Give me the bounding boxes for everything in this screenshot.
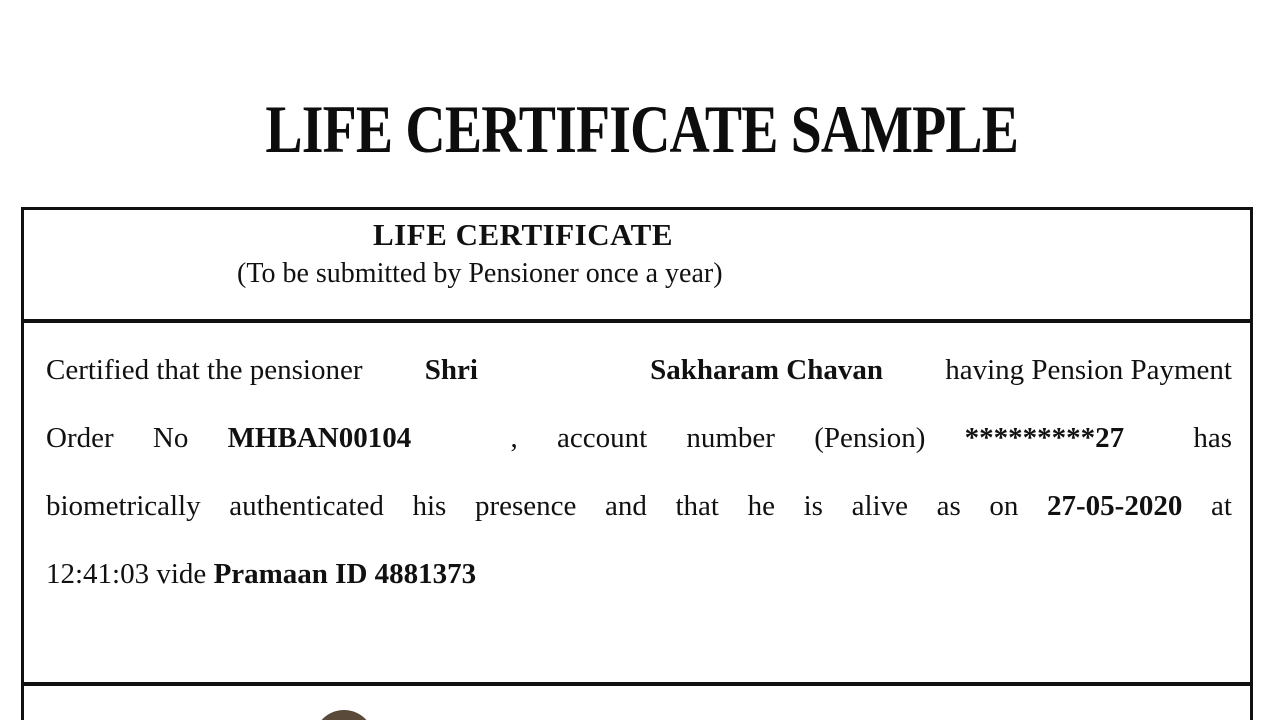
word: as [936, 490, 961, 522]
order-label-2: No [152, 422, 189, 454]
certificate-title: LIFE CERTIFICATE [373, 217, 674, 252]
body-line-3 [46, 486, 1232, 526]
certificate-subtitle: (To be submitted by Pensioner once a year) [237, 258, 723, 289]
ppo-number: MHBAN00104 [227, 422, 412, 454]
word: on [989, 490, 1019, 522]
account-word-3: (Pension) [814, 422, 926, 454]
order-label-1: Order [46, 422, 114, 454]
account-word-1: account [556, 422, 648, 454]
certificate-frame [21, 207, 1253, 720]
section-divider [24, 682, 1250, 686]
body-line-2 [46, 418, 1232, 458]
pensioner-name: Sakharam Chavan [650, 354, 883, 386]
alive-date: 27-05-2020 [1047, 490, 1183, 522]
word: and [605, 490, 647, 522]
intro-text: Certified that the pensioner [46, 354, 363, 386]
emblem-icon [314, 710, 374, 720]
certificate-header [24, 210, 1250, 323]
body-line-1 [46, 350, 1232, 390]
vide-text: vide [156, 558, 207, 590]
word: he [747, 490, 775, 522]
account-word-2: number [686, 422, 775, 454]
account-number: *********27 [964, 422, 1125, 454]
word: alive [851, 490, 908, 522]
honorific: Shri [424, 354, 478, 386]
at-text: at [1210, 490, 1232, 522]
has-text: has [1193, 422, 1232, 454]
word: authenticated [229, 490, 384, 522]
comma: , [510, 422, 518, 454]
body-line-4 [46, 554, 1232, 594]
word: is [803, 490, 823, 522]
having-text: having Pension Payment [945, 354, 1232, 386]
page-title: LIFE CERTIFICATE SAMPLE [265, 91, 1019, 167]
word: that [675, 490, 719, 522]
word: his [412, 490, 447, 522]
word: presence [474, 490, 577, 522]
auth-time: 12:41:03 [46, 558, 150, 590]
pramaan-id: Pramaan ID 4881373 [213, 558, 477, 590]
word: biometrically [46, 490, 201, 522]
